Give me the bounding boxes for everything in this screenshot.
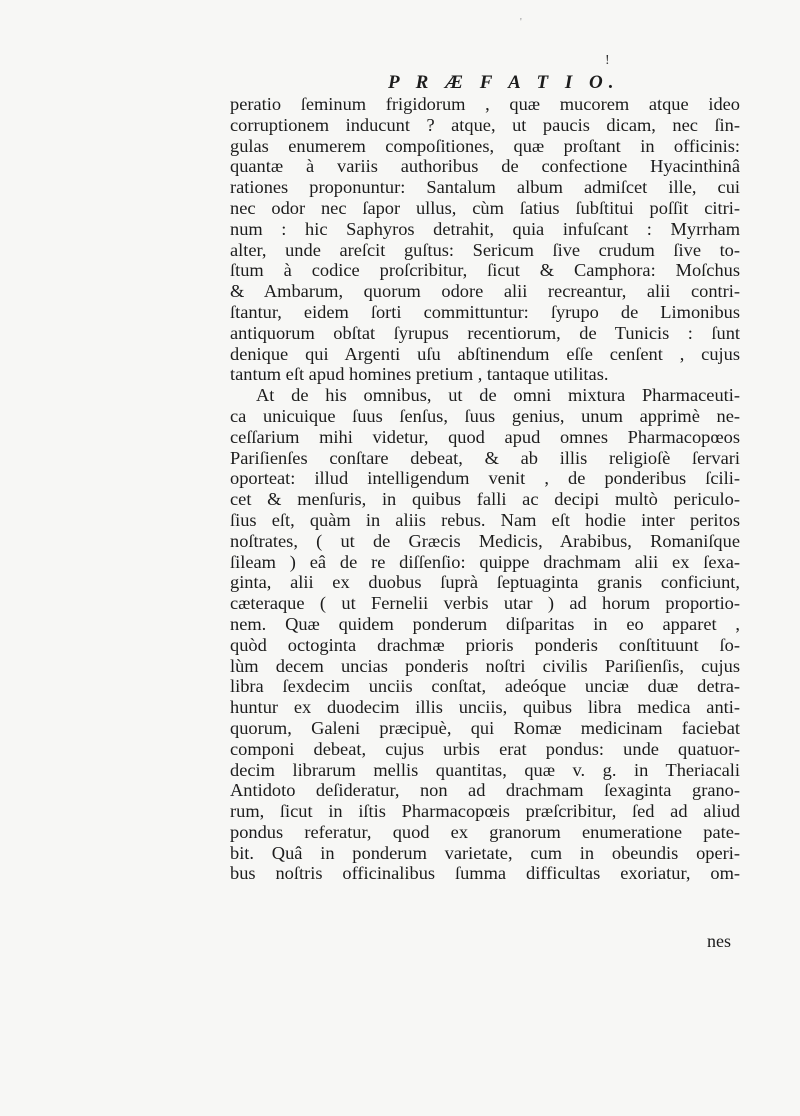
text-line: ſtum à codice proſcribitur, ſicut & Camphora: Moſchus bbox=[230, 260, 740, 281]
text-line: pondus referatur, quod ex granorum enumeratione pate- bbox=[230, 821, 740, 842]
text-line: Antidoto deſideratur, non ad drachmam ſexaginta grano- bbox=[230, 780, 740, 801]
text-line: noſtrates, ( ut de Græcis Medicis, Arabibus, Romaniſque bbox=[230, 530, 740, 551]
catchword: nes bbox=[707, 931, 731, 951]
text-line: nec odor nec ſapor ullus, cùm ſatius ſubſtitui poſſit citri- bbox=[230, 197, 740, 218]
text-line: peratio ſeminum frigidorum , quæ mucorem atque ideo bbox=[230, 94, 740, 114]
text-line: ſius eſt, quàm in aliis rebus. Nam eſt hodie inter peritos bbox=[230, 509, 740, 530]
text-line: lùm decem uncias ponderis noſtri civilis Pariſienſis, cujus bbox=[230, 655, 740, 676]
text-line: libra ſexdecim unciis conſtat, adeóque unciæ duæ detra- bbox=[230, 676, 740, 697]
text-line: ſtantur, eidem ſorti committuntur: ſyrupo de Limonibus bbox=[230, 301, 740, 322]
text-line: gulas enumerem compoſitiones, quæ proſtant in officinis: bbox=[230, 135, 740, 156]
text-line: alter, unde areſcit guſtus: Sericum ſive crudum ſive to- bbox=[230, 239, 740, 260]
text-line: bit. Quâ in ponderum varietate, cum in obeundis operi- bbox=[230, 842, 740, 863]
text-line: decim librarum mellis quantitas, quæ v. g. in Theriacali bbox=[230, 759, 740, 780]
text-line: Pariſienſes conſtare debeat, & ab illis religioſè ſervari bbox=[230, 447, 740, 468]
text-line: tantum eſt apud homines pretium , tantaque utilitas. bbox=[230, 364, 609, 385]
text-line: rationes proponuntur: Santalum album admiſcet ille, cui bbox=[230, 177, 740, 198]
text-line: huntur ex duodecim illis unciis, quibus libra medica anti- bbox=[230, 697, 740, 718]
text-line: ceſſarium mihi videtur, quod apud omnes Pharmacopœos bbox=[230, 426, 740, 447]
text-line: nem. Quæ quidem ponderum diſparitas in eo apparet , bbox=[230, 613, 740, 634]
text-line: At de his omnibus, ut de omni mixtura Pharmaceuti- bbox=[256, 385, 740, 406]
text-line: bus noſtris officinalibus ſumma difficultas exoriatur, om- bbox=[230, 863, 740, 884]
text-line: cæteraque ( ut Fernelii verbis utar ) ad horum proportio- bbox=[230, 593, 740, 614]
body-text bbox=[230, 94, 740, 884]
text-line: quantæ à variis authoribus de confectione Hyacinthinâ bbox=[230, 156, 740, 177]
text-line: quorum, Galeni præcipuè, qui Romæ medicinam faciebat bbox=[230, 717, 740, 738]
text-line: num : hic Saphyros detrahit, quia infuſcant : Myrrham bbox=[230, 218, 740, 239]
text-line: oporteat: illud intelligendum venit , de ponderibus ſcili- bbox=[230, 468, 740, 489]
text-line: cet & menſuris, in quibus falli ac decipi multò periculo- bbox=[230, 489, 740, 510]
text-line: antiquorum obſtat ſyrupus recentiorum, de Tunicis : ſunt bbox=[230, 322, 740, 343]
text-line: rum, ſicut in iſtis Pharmacopœis præſcribitur, ſed ad aliud bbox=[230, 801, 740, 822]
text-line: & Ambarum, quorum odore alii recreantur, alii contri- bbox=[230, 281, 740, 302]
running-head: P R Æ F A T I O. bbox=[388, 72, 620, 93]
text-line: denique qui Argenti uſu abſtinendum eſſe cenſent , cujus bbox=[230, 343, 740, 364]
text-line: corruptionem inducunt ? atque, ut paucis dicam, nec ſin- bbox=[230, 114, 740, 135]
text-line: ſileam ) eâ de re diſſenſio: quippe drachmam alii ex ſexa- bbox=[230, 551, 740, 572]
text-line: ginta, alii ex duobus ſuprà ſeptuaginta granis conficiunt, bbox=[230, 572, 740, 593]
faint-mark: ' bbox=[520, 17, 522, 28]
text-line: componi debeat, cujus urbis erat pondus: unde quatuor- bbox=[230, 738, 740, 759]
text-line: ca unicuique ſuus ſenſus, ſuus genius, unum apprimè ne- bbox=[230, 405, 740, 426]
text-line: quòd octoginta drachmæ prioris ponderis conſtituunt ſo- bbox=[230, 634, 740, 655]
exclamation-mark: ! bbox=[605, 53, 610, 68]
